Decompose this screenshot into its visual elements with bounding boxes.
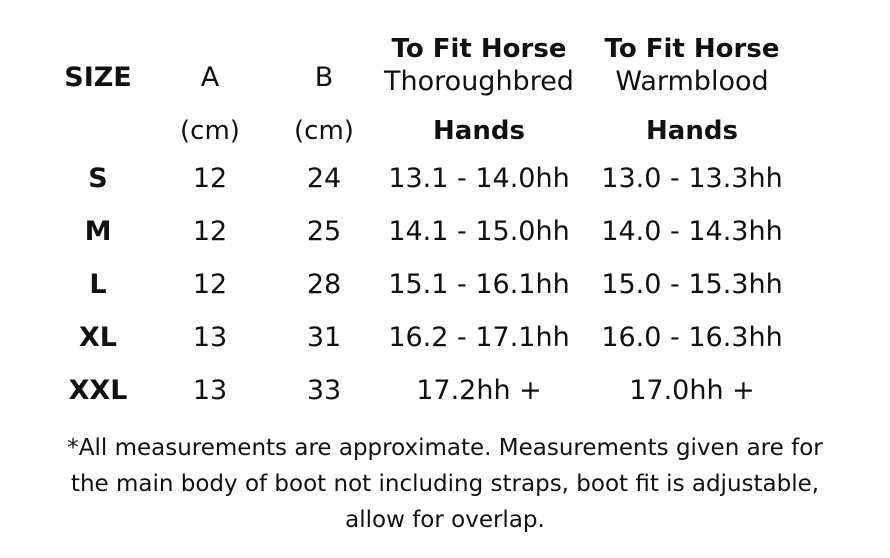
row-m-thoroughbred: 14.1 - 15.0hh [388,216,570,247]
row-s-b: 24 [306,163,342,194]
header-thoroughbred-top: To Fit Horse [391,34,567,64]
row-xl-size: XL [78,322,118,353]
row-xxl-size: XXL [68,375,128,406]
header-a-unit: (cm) [180,116,240,146]
row-l-size: L [89,269,107,300]
header-size: SIZE [64,62,132,93]
row-xl-a: 13 [192,322,228,353]
row-s-size: S [88,163,108,194]
row-m-size: M [84,216,112,247]
row-l-a: 12 [192,269,228,300]
row-s-a: 12 [192,163,228,194]
header-b: B [314,62,334,93]
row-l-thoroughbred: 15.1 - 16.1hh [388,269,570,300]
row-s-thoroughbred: 13.1 - 14.0hh [388,163,570,194]
header-warmblood-top: To Fit Horse [604,34,780,64]
row-l-b: 28 [306,269,342,300]
row-xl-warmblood: 16.0 - 16.3hh [601,322,783,353]
header-warmblood-hands: Hands [646,116,738,146]
row-xl-thoroughbred: 16.2 - 17.1hh [388,322,570,353]
row-m-warmblood: 14.0 - 14.3hh [601,216,783,247]
row-l-warmblood: 15.0 - 15.3hh [601,269,783,300]
row-xxl-warmblood: 17.0hh + [629,375,755,406]
row-xxl-thoroughbred: 17.2hh + [416,375,542,406]
header-thoroughbred: Thoroughbred [384,66,574,97]
row-m-b: 25 [306,216,342,247]
header-warmblood: Warmblood [615,66,769,97]
row-xl-b: 31 [306,322,342,353]
header-b-unit: (cm) [294,116,354,146]
note-line-2: the main body of boot not including straps, boot fit is adjustable, [70,471,820,497]
header-thoroughbred-hands: Hands [433,116,525,146]
row-xxl-a: 13 [192,375,228,406]
row-xxl-b: 33 [306,375,342,406]
row-s-warmblood: 13.0 - 13.3hh [601,163,783,194]
header-a: A [200,62,220,93]
note-line-3: allow for overlap. [345,507,545,533]
note-line-1: *All measurements are approximate. Measurements given are for [67,435,823,461]
measurement-note [0,430,890,538]
row-m-a: 12 [192,216,228,247]
